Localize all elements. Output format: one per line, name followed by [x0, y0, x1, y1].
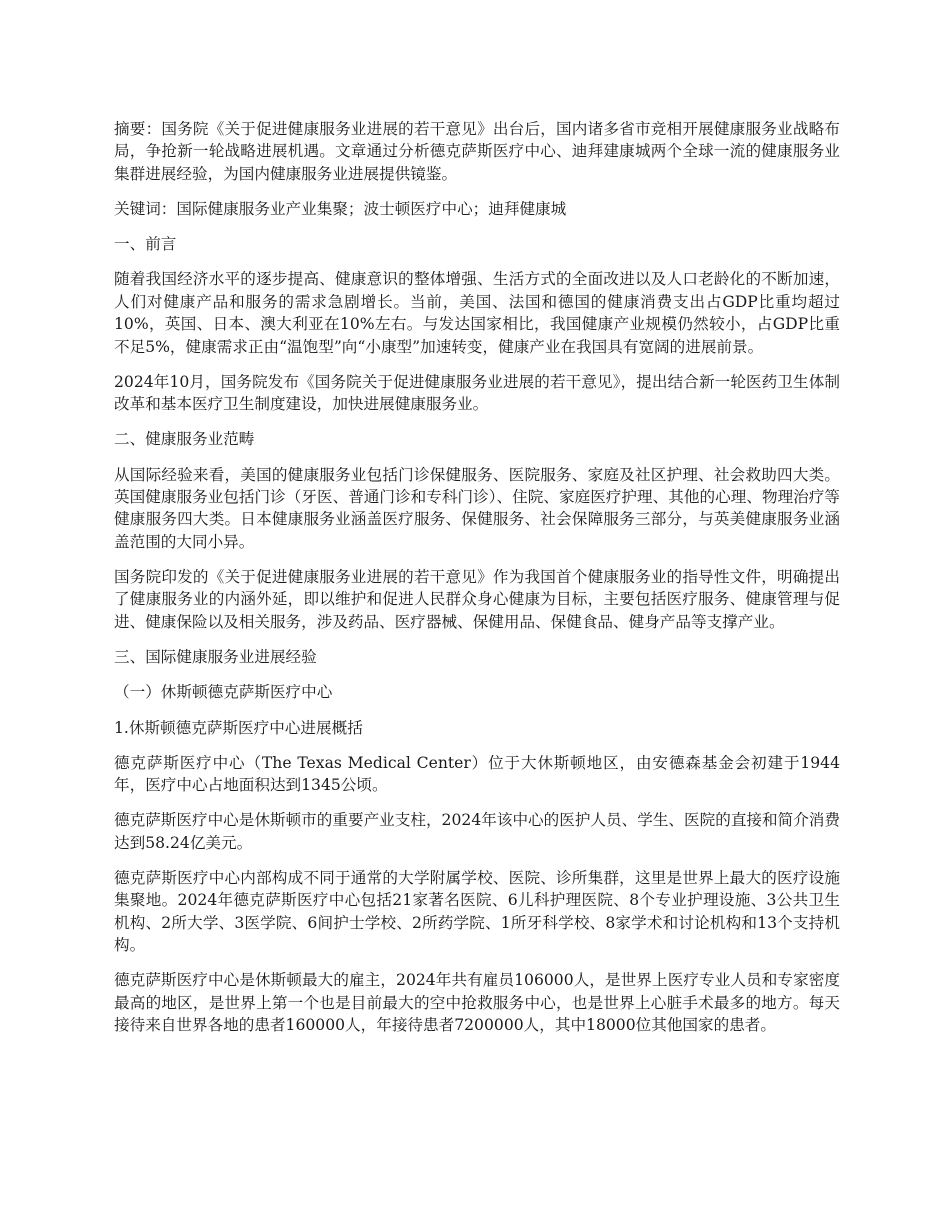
section-heading-international-experience: 三、国际健康服务业进展经验: [114, 648, 317, 667]
body-paragraph: 德克萨斯医疗中心是休斯顿市的重要产业支柱，2024年该中心的医护人员、学生、医院的直接和简介消费达到58.24亿美元。: [114, 811, 840, 852]
body-paragraph: 国务院印发的《关于促进健康服务业进展的若干意见》作为我国首个健康服务业的指导性文件，明确提出了健康服务业的内涵外延，即以维护和促进人民群众身心健康为目标，主要包括医疗服务、健康管理与促进、健康保险以及相关服务，涉及药品、医疗器械、保健用品、保健食品、健身产品等支撑产业。: [114, 568, 840, 631]
abstract-paragraph: 摘要：国务院《关于促进健康服务业进展的若干意见》出台后，国内诸多省市竞相开展健康服务业战略布局，争抢新一轮战略进展机遇。文章通过分析德克萨斯医疗中心、迪拜建康城两个全球一流的健康服务业集群进展经验，为国内健康服务业进展提供镜鉴。: [114, 120, 840, 183]
section-heading-preface: 一、前言: [114, 235, 177, 254]
subsubsection-heading-overview: 1.休斯顿德克萨斯医疗中心进展概括: [114, 718, 363, 737]
body-paragraph: 随着我国经济水平的逐步提高、健康意识的整体增强、生活方式的全面改进以及人口老龄化的不断加速，人们对健康产品和服务的需求急剧增长。当前，美国、法国和德国的健康消费支出占GDP比重均超过10%，英国、日本、澳大利亚在10%左右。与发达国家相比，我国健康产业规模仍然较小，占GDP比重不足5%，健康需求正由“温饱型”向“小康型”加速转变，健康产业在我国具有宽阔的进展前景。: [114, 270, 840, 356]
keywords-paragraph: 关键词：国际健康服务业产业集聚；波士顿医疗中心；迪拜健康城: [114, 200, 567, 219]
body-paragraph: 2024年10月，国务院发布《国务院关于促进健康服务业进展的若干意见》，提出结合新一轮医药卫生体制改革和基本医疗卫生制度建设，加快进展健康服务业。: [114, 372, 840, 414]
document-page: [114, 118, 840, 1049]
section-heading-scope: 二、健康服务业范畴: [114, 430, 255, 449]
body-paragraph: 德克萨斯医疗中心内部构成不同于通常的大学附属学校、医院、诊所集群，这里是世界上最大的医疗设施集聚地。2024年德克萨斯医疗中心包括21家著名医院、6儿科护理医院、8个专业护理设施、3公共卫生机构、2所大学、3医学院、6间护士学校、2所药学院、1所牙科学校、8家学术和讨论机构和13个支持机构。: [114, 868, 840, 955]
body-paragraph: 德克萨斯医疗中心是休斯顿最大的雇主，2024年共有雇员106000人，是世界上医疗专业人员和专家密度最高的地区，是世界上第一个也是目前最大的空中抢救服务中心，也是世界上心脏手术最多的地方。每天接待来自世界各地的患者160000人，年接待患者7200000人，其中18000位其他国家的患者。: [114, 971, 840, 1035]
body-paragraph: 德克萨斯医疗中心（The Texas Medical Center）位于大休斯顿地区，由安德森基金会初建于1944年，医疗中心占地面积达到1345公顷。: [114, 753, 840, 795]
subsection-heading-houston: （一）休斯顿德克萨斯医疗中心: [114, 683, 333, 702]
body-paragraph: 从国际经验来看，美国的健康服务业包括门诊保健服务、医院服务、家庭及社区护理、社会救助四大类。英国健康服务业包括门诊（牙医、普通门诊和专科门诊）、住院、家庭医疗护理、其他的心理、物理治疗等健康服务四大类。日本健康服务业涵盖医疗服务、保健服务、社会保障服务三部分，与英美健康服务业涵盖范围的大同小异。: [114, 465, 840, 551]
